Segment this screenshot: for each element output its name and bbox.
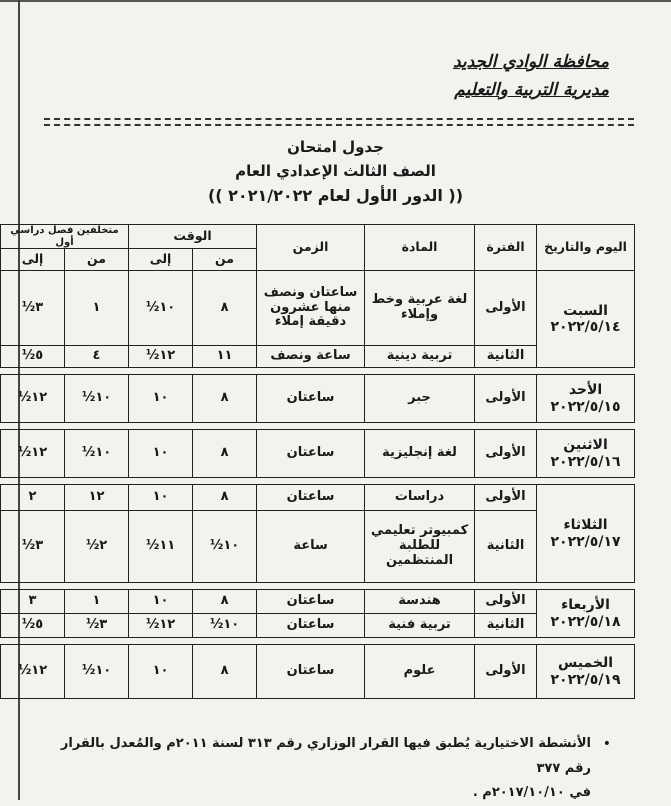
time-to-cell: ١٠½ — [129, 271, 193, 346]
header-lagging: متخلفين فصل دراسي أول — [1, 225, 129, 249]
subject-cell: كمبيوتر تعليمي للطلبة المنتظمين — [365, 511, 475, 583]
time-to-cell: ١٠ — [129, 645, 193, 699]
row-gap — [1, 423, 635, 430]
time-to-cell: ١٢½ — [129, 614, 193, 638]
duration-cell: ساعتان — [257, 645, 365, 699]
header-period: الفترة — [475, 225, 537, 271]
time-to-cell: ١٠ — [129, 485, 193, 511]
lag-from-cell: ١٢ — [65, 485, 129, 511]
lag-to-cell: ٢ — [1, 485, 65, 511]
subject-cell: علوم — [365, 645, 475, 699]
row-gap — [1, 638, 635, 645]
schedule-title: جدول امتحان — [287, 138, 384, 156]
lag-to-cell: ١٢½ — [1, 430, 65, 478]
subject-cell: تربية دينية — [365, 346, 475, 368]
day-date: ٢٠٢٢/٥/١٧ — [550, 533, 621, 550]
day-date: ٢٠٢٢/٥/١٦ — [550, 453, 621, 470]
lag-to-cell: ٣ — [1, 590, 65, 614]
table-row — [1, 590, 635, 614]
time-from-cell: ٨ — [193, 430, 257, 478]
time-to-cell: ١٠ — [129, 375, 193, 423]
time-from-cell: ٨ — [193, 271, 257, 346]
time-to-cell: ١٠ — [129, 430, 193, 478]
period-cell: الأولى — [475, 375, 537, 423]
grade-title: الصف الثالث الإعدادي العام — [235, 162, 436, 180]
row-gap — [1, 583, 635, 590]
time-from-cell: ٨ — [193, 645, 257, 699]
day-name: الخميس — [558, 655, 614, 672]
lag-to-cell: ٣½ — [1, 271, 65, 346]
header-lag-to: إلى — [1, 249, 65, 271]
period-cell: الأولى — [475, 430, 537, 478]
row-gap — [1, 368, 635, 375]
header-subject: المادة — [365, 225, 475, 271]
period-cell: الثانية — [475, 511, 537, 583]
day-name: الأربعاء — [561, 597, 610, 614]
note-text — [51, 732, 591, 806]
period-cell: الثانية — [475, 346, 537, 368]
day-cell — [537, 375, 635, 423]
table-row — [1, 430, 635, 478]
duration-cell: ساعتان — [257, 375, 365, 423]
lag-from-cell: ٢½ — [65, 511, 129, 583]
lag-to-cell: ٥½ — [1, 614, 65, 638]
day-name: الأحد — [568, 382, 603, 399]
subject-cell: لغة عربية وخط وإملاء — [365, 271, 475, 346]
table-row — [1, 271, 635, 346]
table-row — [1, 645, 635, 699]
header-time-to: إلى — [129, 249, 193, 271]
day-cell — [537, 645, 635, 699]
duration-cell: ساعتان — [257, 430, 365, 478]
time-from-cell: ٨ — [193, 590, 257, 614]
lag-from-cell: ٣½ — [65, 614, 129, 638]
time-from-cell: ١٠½ — [193, 614, 257, 638]
subject-cell: هندسة — [365, 590, 475, 614]
lag-from-cell: ١ — [65, 590, 129, 614]
time-from-cell: ١٠½ — [193, 511, 257, 583]
lag-to-cell: ٣½ — [1, 511, 65, 583]
header-lag-from: من — [65, 249, 129, 271]
row-gap — [1, 478, 635, 485]
page-top-border — [0, 0, 671, 2]
day-cell — [537, 271, 635, 368]
subject-cell: لغة إنجليزية — [365, 430, 475, 478]
note-bullet: • — [602, 736, 611, 752]
day-date: ٢٠٢٢/٥/١٤ — [550, 319, 621, 335]
session-title: (( الدور الأول لعام ٢٠٢١/٢٠٢٢ )) — [207, 186, 464, 205]
day-date: ٢٠٢٢/٥/١٥ — [550, 398, 621, 415]
header-time-from: من — [193, 249, 257, 271]
duration-cell: ساعتان ونصف منها عشرون دقيقة إملاء — [257, 271, 365, 346]
duration-cell: ساعتان — [257, 614, 365, 638]
subject-cell: دراسات — [365, 485, 475, 511]
lag-from-cell: ١٠½ — [65, 430, 129, 478]
header-day-date: اليوم والتاريخ — [537, 225, 635, 271]
header-duration: الزمن — [257, 225, 365, 271]
duration-cell: ساعتان — [257, 485, 365, 511]
period-cell: الأولى — [475, 645, 537, 699]
lag-from-cell: ١ — [65, 271, 129, 346]
subject-cell: جبر — [365, 375, 475, 423]
exam-schedule-table — [0, 224, 635, 699]
time-from-cell: ٨ — [193, 375, 257, 423]
time-from-cell: ٨ — [193, 485, 257, 511]
header-time: الوقت — [129, 225, 257, 249]
lag-to-cell: ١٢½ — [1, 645, 65, 699]
time-to-cell: ١١½ — [129, 511, 193, 583]
duration-cell: ساعة — [257, 511, 365, 583]
day-cell — [537, 590, 635, 638]
day-date: ٢٠٢٢/٥/١٨ — [550, 613, 621, 630]
duration-cell: ساعة ونصف — [257, 346, 365, 368]
day-name: السبت — [563, 302, 608, 319]
table-row — [1, 485, 635, 511]
period-cell: الأولى — [475, 485, 537, 511]
day-date: ٢٠٢٢/٥/١٩ — [550, 671, 621, 688]
table-row — [1, 375, 635, 423]
lag-from-cell: ١٠½ — [65, 645, 129, 699]
note-line-2: في ٢٠١٧/١٠/١٠م . — [472, 785, 591, 801]
lag-to-cell: ٥½ — [1, 346, 65, 368]
note-line-1: الأنشطة الاختيارية يُطبق فيها القرار الوزاري رقم ٣١٣ لسنة ٢٠١١م والمُعدل بالقرار رقم ٣٧٧ — [60, 736, 591, 776]
separator-line — [44, 124, 634, 126]
separator-line — [44, 118, 634, 120]
day-cell — [537, 430, 635, 478]
lag-to-cell: ١٢½ — [1, 375, 65, 423]
day-name: الاثنين — [563, 437, 608, 454]
time-from-cell: ١١ — [193, 346, 257, 368]
subject-cell: تربية فنية — [365, 614, 475, 638]
lag-from-cell: ١٠½ — [65, 375, 129, 423]
period-cell: الأولى — [475, 590, 537, 614]
day-cell — [537, 485, 635, 583]
governorate-heading: محافظة الوادي الجديد — [452, 52, 609, 72]
day-name: الثلاثاء — [563, 517, 608, 534]
directorate-heading: مديرية التربية والتعليم — [454, 80, 609, 100]
period-cell: الأولى — [475, 271, 537, 346]
time-to-cell: ١٠ — [129, 590, 193, 614]
duration-cell: ساعتان — [257, 590, 365, 614]
lag-from-cell: ٤ — [65, 346, 129, 368]
period-cell: الثانية — [475, 614, 537, 638]
time-to-cell: ١٢½ — [129, 346, 193, 368]
